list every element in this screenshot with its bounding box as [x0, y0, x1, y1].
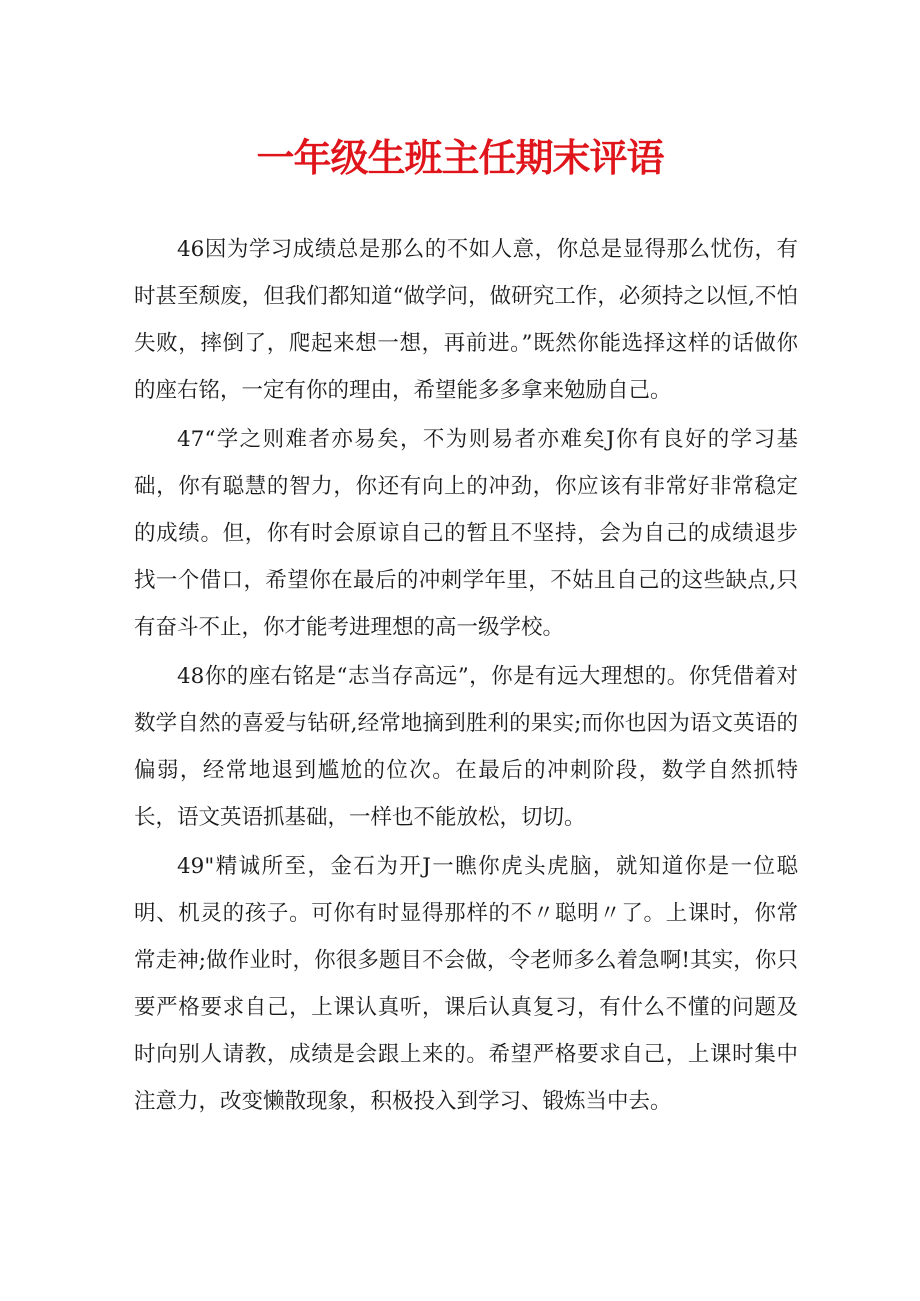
document-title: 一年级生班主任期末评语: [256, 136, 664, 180]
comment-paragraph-49: 49"精诚所至，金石为开J一瞧你虎头虎脑，就知道你是一位聪明、机灵的孩子。可你有时显得那样的不〃聪明〃了。上课时，你常常走神;做作业时，你很多题目不会做，令老师多么着急啊!其实，你只要严格要求自己，上课认真听，课后认真复习，有什么不懂的问题及时向别人请教，成绩是会跟上来的。希望严格要求自己，上课时集中注意力，改变懒散现象，积极投入到学习、锻炼当中去。: [134, 854, 798, 1114]
comment-paragraph-47: 47“学之则难者亦易矣，不为则易者亦难矣J你有良好的学习基础，你有聪慧的智力，你还有向上的冲劲，你应该有非常好非常稳定的成绩。但，你有时会原谅自己的暂且不坚持，会为自己的成绩退步找一个借口，希望你在最后的冲刺学年里，不姑且自己的这些缺点,只有奋斗不止，你才能考进理想的高一级学校。: [134, 427, 798, 640]
comment-paragraph-46: 46因为学习成绩总是那么的不如人意，你总是显得那么忧伤，有时甚至颓废，但我们都知道“做学问，做研究工作，必须持之以恒,不怕失败，摔倒了，爬起来想一想，再前进。”既然你能选择这样的话做你的座右铭，一定有你的理由，希望能多多拿来勉励自己。: [134, 237, 798, 403]
document-body: [134, 226, 798, 1127]
comment-paragraph-48: 48你的座右铭是“志当存高远”，你是有远大理想的。你凭借着对数学自然的喜爱与钻研,经常地摘到胜利的果实;而你也因为语文英语的偏弱，经常地退到尴尬的位次。在最后的冲刺阶段，数学自然抓特长，语文英语抓基础，一样也不能放松，切切。: [134, 664, 798, 830]
